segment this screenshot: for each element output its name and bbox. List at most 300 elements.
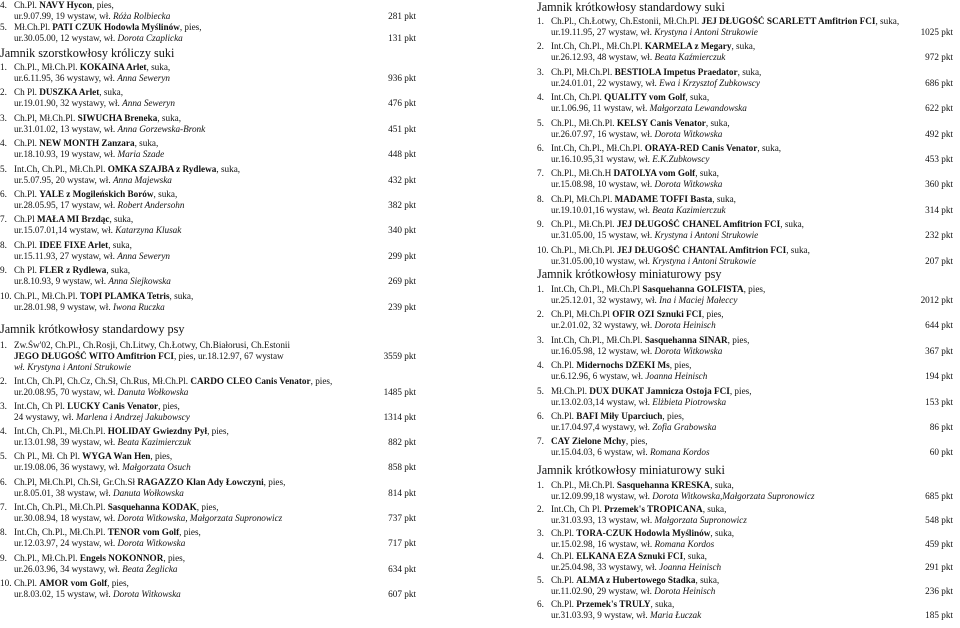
ranking-entry (0, 291, 418, 313)
entry-detail: ur.6.11.95, 36 wystawy, wł. (14, 73, 118, 84)
owner-name: Beata Żeglicka (122, 563, 178, 574)
points-value: 644 pkt (921, 320, 953, 331)
entry-number: 8. (0, 527, 7, 538)
entry-detail: ur.31.03.93, 9 wystaw, wł. (551, 610, 650, 621)
entry-detail: ur.15.08.98, 10 wystaw, wł. (551, 179, 655, 190)
points-value: 153 pkt (921, 397, 953, 408)
entry-detail-line (537, 52, 953, 63)
entry-suffix: , suka, (106, 265, 131, 276)
ranking-entry (537, 219, 955, 241)
entry-title-line (0, 553, 416, 564)
entry-suffix: , pies, (727, 334, 750, 345)
ranking-entry (537, 245, 955, 267)
entry-title-line (0, 578, 416, 589)
entry-detail-line (537, 295, 953, 306)
entry-suffix: , pies, (263, 476, 286, 487)
ranking-entry (537, 194, 955, 216)
entry-prefix: Ch.Pl. (14, 138, 40, 149)
entry-prefix: Int.Ch, Ch.Pl., Mł.Ch.Pl (551, 284, 643, 294)
points-value: 60 pkt (926, 447, 953, 458)
points-value: 492 pkt (921, 129, 953, 140)
dog-name: Engels NOKONNOR (79, 552, 164, 563)
points-value: 1025 pkt (917, 27, 953, 38)
entry-suffix: , suka, (875, 16, 900, 26)
dog-name: BESTIOLA Impetus Praedator (614, 66, 738, 77)
entry-detail: ur.20.08.95, 70 wystaw, wł. (14, 386, 118, 397)
entry-title-line (537, 245, 953, 256)
entry-prefix: Int.Ch, Ch.Pl., Mł.Ch.Pl. (551, 41, 645, 52)
entry-detail-line (537, 103, 953, 114)
entry-suffix: , pies, (150, 451, 173, 462)
entry-prefix: Int.Ch, Ch.Pl. (551, 92, 605, 103)
entry-title-line (0, 113, 416, 124)
ranking-entry (537, 16, 955, 38)
entry-number: 10. (0, 577, 12, 588)
owner-name: Anna Seweryn (117, 73, 171, 84)
points-value: 1314 pkt (380, 412, 416, 423)
dog-name: ALMA z Hubertowego Stadka (576, 575, 696, 586)
dog-name: TORA-CZUK Hodowla Myślinów (576, 527, 711, 538)
entry-detail-line (537, 256, 953, 267)
entry-suffix: , suka, (786, 244, 810, 255)
entry-suffix: , pies, (107, 577, 129, 588)
entry-number: 1. (537, 480, 544, 490)
entry-detail-line (0, 538, 416, 549)
entry-prefix: Ch.Pl. (551, 599, 577, 609)
dog-name: ORAYA-RED Canis Venator (644, 143, 758, 153)
ranking-entry (537, 411, 955, 433)
points-value: 607 pkt (384, 589, 416, 600)
ranking-entry (0, 553, 418, 575)
entry-prefix: Ch Pl., Mł. Ch Pl. (14, 451, 83, 462)
entry-prefix: Ch.Pl. (551, 411, 577, 421)
entry-suffix: , suka, (710, 480, 734, 490)
entry-detail: ur.9.07.99, 19 wystaw, wł. (14, 11, 113, 22)
entry-detail-line (537, 397, 953, 408)
entry-detail: ur.26.03.96, 34 wystawy, wł. (14, 563, 123, 574)
entry-prefix: Ch.Pl., Mł.Ch.Pl. (551, 117, 617, 128)
entry-detail: ur.17.04.97,4 wystawy, wł. (551, 422, 653, 433)
entry-prefix: Ch.Pl. (14, 239, 40, 250)
entry-detail: ur.15.07.01,14 wystaw, wł. (14, 225, 116, 236)
entry-detail: ur.19.10.01,16 wystaw, wł. (551, 204, 653, 215)
owner-name: Krystyna i Antoni Strukowie (654, 27, 758, 38)
ranking-entry (0, 240, 418, 262)
entry-title-line (537, 504, 953, 515)
entry-detail-line (537, 129, 953, 140)
entry-detail: ur.15.02.98, 16 wystaw, wł. (551, 538, 655, 549)
entry-suffix: , suka, (108, 239, 132, 250)
entry-suffix: , suka, (683, 551, 707, 562)
points-value: 548 pkt (921, 515, 953, 526)
owner-name: Iwona Ruczka (112, 301, 165, 312)
entry-detail-line (0, 149, 416, 160)
entry-title-line (0, 527, 416, 538)
entry-detail-line (537, 154, 953, 165)
entry-suffix: , suka, (710, 527, 735, 538)
entry-title-line (537, 599, 953, 610)
owner-name: Małgorzata Lewandowska (649, 103, 747, 114)
points-value: 281 pkt (384, 11, 416, 22)
points-value: 451 pkt (384, 124, 416, 135)
entry-suffix: , suka, (650, 599, 675, 609)
entry-prefix: Ch.Pl., Mł.Ch.Pl. (551, 219, 617, 230)
entry-prefix: Ch.Pl., Mł.Ch.Pl. (551, 480, 617, 490)
entry-number: 5. (0, 451, 7, 462)
owner-name: Katarzyna Klusak (115, 225, 182, 236)
entry-title-line (537, 118, 953, 129)
owner-name: Dorota Witkowska (117, 538, 186, 549)
ranking-entry (0, 138, 418, 160)
entry-detail-line (537, 586, 953, 597)
entry-prefix: Ch.Pl. (551, 575, 577, 586)
entry-suffix: , suka, (737, 66, 762, 77)
entry-detail-line (0, 175, 416, 186)
entry-prefix: Zw.Św'02, Ch.Pl., Ch.Rosji, Ch.Litwy, Ch.Łotwy, Ch.Białorusi, Ch.Estonii (14, 340, 291, 350)
entry-detail: ur.26.12.93, 48 wystaw, wł. (551, 52, 655, 63)
ranking-entry (537, 599, 955, 621)
entry-detail: ur.25.12.01, 32 wystawy, wł. (551, 295, 660, 306)
dog-name: Sasquehanna KODAK (107, 502, 197, 512)
entry-number: 1. (0, 340, 7, 350)
dog-name: FLER z Rydlewa (39, 265, 107, 276)
entry-title-line (537, 411, 953, 422)
entry-number: 1. (537, 16, 544, 26)
owner-name: Elżbieta Piotrowska (652, 396, 727, 407)
entry-detail-line (537, 562, 953, 573)
entry-number: 1. (537, 284, 544, 294)
dog-name: Midernochs DZEKI Ms (576, 360, 670, 371)
entry-detail-line (537, 422, 953, 433)
points-value: 299 pkt (384, 251, 416, 262)
entry-number: 5. (0, 22, 7, 33)
owner-name: Krystyna i Antoni Strukowie (654, 230, 759, 241)
entry-detail: ur.8.10.93, 9 wystaw, wł. (14, 276, 109, 287)
entry-prefix: Mł.Ch.Pl. (551, 385, 590, 396)
entry-detail: ur.5.07.95, 20 wystaw, wł. (14, 174, 113, 185)
entry-title-line (0, 376, 416, 387)
ranking-entry (537, 143, 955, 165)
ranking-entry (0, 502, 418, 524)
owner-name: Joanna Heinisch (645, 371, 708, 382)
dog-name: KELSY Canis Venator (616, 117, 706, 128)
points-value: 448 pkt (384, 149, 416, 160)
owner-name: Zofia Grabowska (652, 422, 717, 433)
entry-detail: ur.1.06.96, 11 wystaw, wł. (551, 103, 650, 114)
ranking-entry (537, 528, 955, 550)
entry-detail-line (0, 387, 416, 398)
entry-prefix: Ch.Pl, Mł.Ch.Pl. (551, 66, 615, 77)
entry-detail-line (0, 513, 416, 524)
entry-number: 5. (0, 163, 7, 174)
dog-name: KARMELA z Megary (644, 41, 732, 52)
entry-prefix: Ch.Pl (14, 214, 37, 225)
dog-name: DUSZKA Arlet (39, 87, 100, 98)
points-value: 314 pkt (921, 205, 953, 216)
points-value: 622 pkt (921, 103, 953, 114)
entry-prefix: Ch.Pl., Mł.Ch.Pl. (551, 244, 617, 255)
entry-title-line (0, 87, 416, 98)
entry-prefix: Int.Ch, Ch.Pl., Mł.Ch.Pl. (551, 143, 645, 153)
points-value: 2012 pkt (917, 295, 953, 306)
entry-suffix: , pies, (701, 309, 724, 320)
entry-title-line (537, 168, 953, 179)
entry-number: 4. (0, 0, 7, 10)
entry-detail: ur.2.01.02, 32 wystawy, wł. (551, 320, 655, 331)
entry-prefix: Ch Pl. (14, 265, 40, 276)
entry-number: 4. (537, 360, 544, 371)
dog-name: JEJ DŁUGOŚĆ CHANTAL Amfitrion FCI (616, 244, 787, 255)
dog-name: NAVY Hycon (39, 0, 93, 10)
entry-suffix: , pies, (158, 400, 180, 411)
ranking-entry (537, 168, 955, 190)
ranking-entry (537, 504, 955, 526)
owner-name: Dorota Witkowska (112, 588, 181, 599)
ranking-entry (0, 214, 418, 236)
ranking-entry (0, 62, 418, 84)
entry-number: 3. (0, 400, 7, 411)
points-value: 686 pkt (921, 78, 953, 89)
entry-detail: ur.11.02.90, 29 wystaw, wł. (551, 586, 655, 597)
entry-detail-line (0, 276, 416, 287)
owner-name: Małgorzata Supronowicz (654, 514, 747, 525)
section-heading: Jamnik krótkowłosy standardowy psy (0, 322, 185, 336)
dog-name: MADAME TOFFI Basta (614, 193, 713, 204)
entry-title-line (537, 219, 953, 230)
entry-number: 3. (537, 527, 544, 538)
owner-name: Marlena i Andrzej Jakubowscy (75, 411, 190, 422)
entry-prefix: Ch.Pl, Mł.Ch.Pl. (14, 112, 78, 123)
points-value: 232 pkt (921, 230, 953, 241)
entry-suffix: , pies, (163, 552, 186, 563)
entry-title-line (0, 502, 416, 513)
ranking-entry (537, 67, 955, 89)
points-value: 360 pkt (921, 179, 953, 190)
points-value: 207 pkt (921, 256, 953, 267)
owner-name: Dorota Czaplicka (117, 33, 183, 44)
owner-name: Dorota Witkowska (654, 179, 723, 190)
entry-title-line (537, 335, 953, 346)
ranking-entry (0, 113, 418, 135)
owner-name: Beata Kazimierczuk (117, 437, 191, 448)
owner-name: Anna Gorzewska-Bronk (117, 123, 206, 134)
entry-number: 2. (537, 41, 544, 52)
entry-number: 9. (0, 265, 7, 276)
entry-title-line (537, 480, 953, 491)
entry-prefix: Int.Ch, Ch Pl. (551, 503, 605, 514)
points-value: 936 pkt (384, 73, 416, 84)
entry-title-line (537, 194, 953, 205)
entry-detail-line (537, 371, 953, 382)
points-value: 185 pkt (921, 610, 953, 621)
owner-name: Beata Kaźmierczuk (654, 52, 726, 63)
entry-title-line (537, 360, 953, 371)
ranking-entry (537, 309, 955, 331)
entry-prefix: Int.Ch, Ch Pl. (14, 400, 68, 411)
points-value: 86 pkt (926, 422, 953, 433)
owner-name: Dorota Witkowska (654, 345, 723, 356)
entry-detail: ur.26.07.97, 16 wystaw, wł. (551, 128, 655, 139)
ranking-entry (0, 527, 418, 549)
dog-name: RAGAZZO Klan Ady Łowczyni (137, 476, 264, 487)
dog-name: JEJ DŁUGOŚĆ SCARLETT Amfitrion FCI (701, 16, 876, 26)
entry-detail-line (537, 179, 953, 190)
dog-name: IDEE FIXE Arlet (39, 239, 109, 250)
entry-number: 6. (537, 143, 544, 153)
owner-name: Dorota Heinisch (654, 586, 716, 597)
entry-detail-line (0, 412, 416, 423)
entry-detail-line (0, 73, 416, 84)
owner-name: Anna Seweryn (117, 250, 171, 261)
points-value: 476 pkt (384, 98, 416, 109)
points-value: 367 pkt (921, 346, 953, 357)
points-value: 882 pkt (384, 437, 416, 448)
owner-name: Małgorzata Osuch (122, 462, 191, 473)
owner-name: Dorota Heinisch (654, 320, 716, 331)
owner-name: Dorota Witkowska, Małgorzata Supronowicz (117, 513, 283, 524)
entry-prefix: Int.Ch, Ch.Pl., Mł.Ch.Pl. (14, 163, 108, 174)
points-value: 453 pkt (921, 154, 953, 165)
points-value: 382 pkt (384, 200, 416, 211)
entry-prefix: Int.Ch, Ch.Pl., Mł.Ch.Pl. (551, 334, 645, 345)
dog-name: MAŁA MI Brzdąc (36, 214, 110, 225)
ranking-entry (537, 335, 955, 357)
points-value: 685 pkt (921, 491, 953, 502)
entry-suffix: , pies, (729, 385, 752, 396)
entry-title-line (0, 291, 416, 302)
entry-number: 6. (537, 411, 544, 421)
dog-name: SIWUCHA Breneka (77, 112, 158, 123)
entry-suffix: , suka, (99, 87, 123, 98)
entry-detail-line (537, 515, 953, 526)
entry-title-line (537, 67, 953, 78)
entry-detail-line (0, 564, 416, 575)
dog-name: OMKA SZAJBA z Rydlewa (107, 163, 217, 174)
entry-suffix: , suka, (695, 168, 719, 179)
dog-name: AMOR vom Golf (39, 577, 108, 588)
owner-name: Róża Rolbiecka (112, 11, 171, 22)
entry-detail-line (537, 230, 953, 241)
points-value: 972 pkt (921, 52, 953, 63)
entry-title-line (537, 16, 953, 27)
entry-suffix: , suka, (169, 290, 194, 301)
ranking-entry (537, 118, 955, 140)
entry-number: 4. (0, 138, 7, 149)
dog-name: PATI CZUK Hodowla Myślinów (52, 22, 180, 33)
dog-name: CARDO CLEO Canis Venator (190, 375, 311, 386)
entry-title-line (0, 451, 416, 462)
owner-name: Anna Seweryn (122, 98, 175, 109)
entry-suffix: , suka, (146, 62, 171, 72)
owner-name: Maria Szade (117, 149, 165, 160)
entry-detail-line (0, 302, 416, 313)
entry-prefix: Ch.Pl. (14, 189, 40, 199)
entry-detail: ur.8.03.02, 15 wystaw, wł. (14, 588, 113, 599)
entry-title-line (0, 138, 416, 149)
section-heading: Jamnik krótkowłosy miniaturowy psy (537, 267, 722, 281)
entry-title-line (0, 62, 416, 73)
entry-suffix: , suka, (685, 92, 710, 103)
ranking-entry (537, 480, 955, 502)
owner-name: Ina i Maciej Małeccy (659, 295, 738, 306)
ranking-entry (0, 451, 418, 473)
entry-suffix: , suka, (780, 219, 804, 230)
entry-number: 2. (537, 503, 544, 514)
entry-detail-line (0, 437, 416, 448)
ranking-entry (537, 360, 955, 382)
entry-detail-line (0, 589, 416, 600)
owner-name: Beata Kazimierczuk (652, 204, 726, 215)
dog-name: Przemek's TRULY (576, 599, 651, 609)
entry-title-line (0, 426, 416, 437)
entry-number: 7. (537, 168, 544, 179)
entry-suffix: , suka, (109, 214, 134, 225)
ranking-entry (537, 41, 955, 63)
entry-detail: ur.13.02.03,14 wystaw, wł. (551, 396, 653, 407)
entry-suffix: , pies, (179, 527, 201, 538)
entry-number: 3. (0, 112, 7, 123)
entry-detail: ur.30.05.00, 12 wystaw, wł. (14, 33, 118, 44)
entry-detail: ur.13.01.98, 39 wystaw, wł. (14, 437, 118, 448)
dog-name: OFIR OZI Sznuki FCI (612, 309, 702, 320)
dog-name: Przemek's TROPICANA (604, 503, 703, 514)
points-value: 459 pkt (921, 539, 953, 550)
points-value: 239 pkt (384, 302, 416, 313)
section-heading: Jamnik krótkowłosy standardowy suki (537, 0, 725, 14)
owner-name: Dorota Witkowska (654, 128, 723, 139)
entry-detail: ur.16.10.95,31 wystaw, wł. (551, 154, 653, 165)
points-value: 634 pkt (384, 564, 416, 575)
entry-detail: ur.31.01.02, 13 wystaw, wł. (14, 123, 118, 134)
points-value: 432 pkt (384, 175, 416, 186)
entry-detail-line (537, 27, 953, 38)
dog-name: NEW MONTH Zanzara (39, 138, 135, 149)
entry-detail-line (537, 610, 953, 621)
entry-title-line (537, 309, 953, 320)
owner-name: Ewa i Krzysztof Zubkowscy (659, 77, 760, 88)
entry-prefix: Ch.Pl., Ch.Łotwy, Ch.Estonii, Mł.Ch.Pl. (551, 16, 702, 26)
entry-suffix: , pies, (196, 502, 219, 512)
entry-suffix: , suka, (731, 41, 756, 52)
entry-number: 8. (0, 239, 7, 250)
dog-name: JEJ DŁUGOŚĆ CHANEL Amfitrion FCI (616, 219, 781, 230)
points-value: 269 pkt (384, 276, 416, 287)
entry-detail-line (537, 346, 953, 357)
entry-detail: 24 wystawy, wł. (14, 411, 76, 422)
entry-number: 2. (537, 309, 544, 320)
entry-number: 5. (537, 575, 544, 586)
ranking-entry (0, 189, 418, 211)
entry-detail-line (537, 320, 953, 331)
ranking-entry (0, 22, 418, 44)
points-value: 194 pkt (921, 371, 953, 382)
entry-detail: ur.24.01.01, 22 wystawy, wł. (551, 77, 660, 88)
entry-detail: ur.31.03.93, 13 wystaw, wł. (551, 514, 655, 525)
entry-detail-line (0, 200, 416, 211)
points-value: 1485 pkt (380, 387, 416, 398)
entry-number: 10. (0, 290, 12, 301)
entry-suffix: , suka, (712, 193, 736, 204)
owner-name: Romana Kordos (654, 538, 715, 549)
entry-title-line (0, 265, 416, 276)
ranking-entry (537, 436, 955, 458)
dog-name: DATOLYA vom Golf (613, 168, 696, 179)
ranking-entry (0, 477, 418, 499)
entry-prefix: Ch.Pl, Mł.Ch.Pl (551, 309, 613, 320)
entry-number: 6. (537, 599, 544, 609)
dog-name: WYGA Wan Hen (82, 451, 151, 462)
entry-detail: ur.28.01.98, 9 wystaw, wł. (14, 301, 113, 312)
